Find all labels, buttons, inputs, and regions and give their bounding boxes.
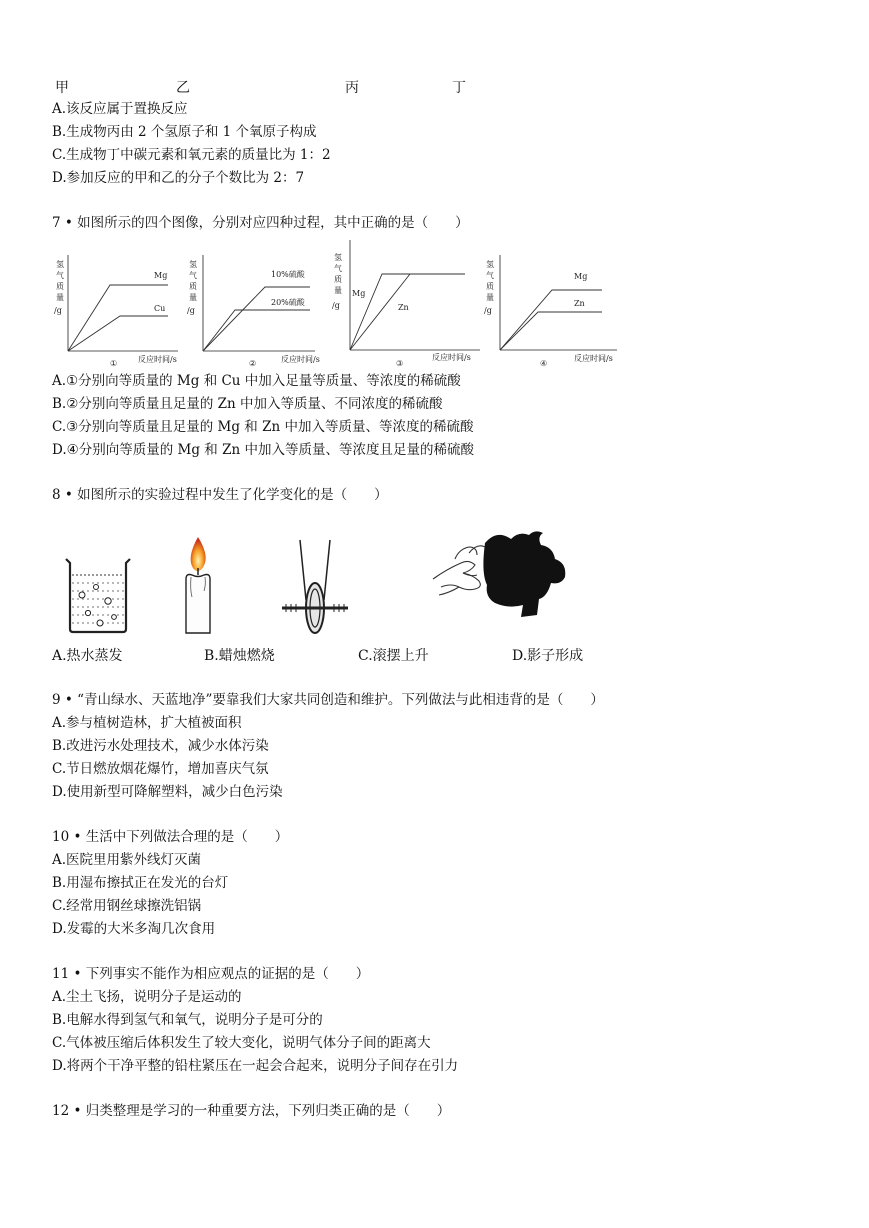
q10-option-c: C.经常用钢丝球擦洗铝锅 [52,898,202,914]
graph-4-xlabel: 反应时间/s [574,354,613,363]
q11-option-a: A.尘土飞扬，说明分子是运动的 [52,989,242,1005]
svg-text:气: 气 [334,264,342,273]
graph-3-mg-label: Mg [352,289,366,298]
q8-stem: 8 • 如图所示的实验过程中发生了化学变化的是（ ） [52,487,388,503]
graph-1 [50,255,180,370]
q7-option-d: D.④分别向等质量的 Mg 和 Zn 中加入等质量、等浓度且足量的稀硫酸 [52,442,474,458]
svg-text:量: 量 [56,293,64,302]
q9-option-d: D.使用新型可降解塑料，减少白色污染 [52,784,283,800]
pendulum-picture [278,538,353,640]
graph-3-number: ③ [396,359,404,368]
svg-text:氢: 氢 [56,260,64,269]
svg-text:质: 质 [334,275,342,284]
label-bing: 丙 [345,80,359,96]
svg-text:量: 量 [334,286,342,295]
graph-4-ylabel [484,259,494,315]
graph-4-mg-line [500,290,602,350]
graph-3-zn-line [350,274,410,350]
svg-text:气: 气 [189,271,197,280]
svg-text:质: 质 [189,282,197,291]
graph-3-zn-label: Zn [398,303,409,312]
beaker-picture [60,555,135,639]
graph-4-zn-line [500,312,602,350]
hand-shadow-picture [425,525,575,629]
graph-1-cu-line [68,316,168,351]
q7-option-a: A.①分别向等质量的 Mg 和 Cu 中加入足量等质量、等浓度的稀硫酸 [52,373,461,389]
svg-text:氢: 氢 [334,253,342,262]
graph-4-number: ④ [540,359,548,368]
q8-caption-d: D.影子形成 [512,648,584,664]
candle-picture [178,535,218,641]
q9-stem: 9 • “青山绿水、天蓝地净”要靠我们大家共同创造和维护。下列做法与此相违背的是（ ） [52,692,604,708]
graph-2-10pct-line [203,287,310,351]
graph-2-number: ② [249,359,257,368]
q12-stem: 12 • 归类整理是学习的一种重要方法，下列归类正确的是（ ） [52,1103,451,1119]
graph-2-20pct-label: 20%硫酸 [271,298,305,307]
q11-option-b: B.电解水得到氢气和氧气，说明分子是可分的 [52,1012,323,1028]
graph-1-ylabel [54,259,64,315]
q10-stem: 10 • 生活中下列做法合理的是（ ） [52,829,289,845]
graph-3-xlabel: 反应时间/s [432,353,471,362]
q11-stem: 11 • 下列事实不能作为相应观点的证据的是（ ） [52,966,370,982]
graph-2-ylabel [187,259,197,315]
q6-option-d: D.参加反应的甲和乙的分子个数比为 2：7 [52,170,305,186]
svg-text:量: 量 [189,293,197,302]
graph-2-20pct-line [203,310,310,351]
svg-text:量: 量 [486,293,494,302]
graph-4 [482,255,622,370]
graph-1-number: ① [110,359,118,368]
svg-text:质: 质 [486,282,494,291]
label-ding: 丁 [452,80,466,96]
svg-text:/g: /g [484,306,492,315]
q10-option-a: A.医院里用紫外线灯灭菌 [52,852,202,868]
q9-option-a: A.参与植树造林，扩大植被面积 [52,715,242,731]
q7-option-c: C.③分别向等质量且足量的 Mg 和 Zn 中加入等质量、等浓度的稀硫酸 [52,419,474,435]
q9-option-c: C.节日燃放烟花爆竹，增加喜庆气氛 [52,761,269,777]
q11-option-c: C.气体被压缩后体积发生了较大变化，说明气体分子间的距离大 [52,1035,431,1051]
q10-option-d: D.发霉的大米多淘几次食用 [52,921,216,937]
q8-caption-a: A.热水蒸发 [52,648,123,664]
q9-option-b: B.改进污水处理技术，减少水体污染 [52,738,269,754]
graph-4-zn-label: Zn [574,299,585,308]
q6-option-a: A.该反应属于置换反应 [52,101,188,117]
graph-4-mg-label: Mg [574,272,588,281]
graph-3-ylabel [332,252,342,310]
svg-text:气: 气 [486,271,494,280]
q6-option-c: C.生成物丁中碳元素和氧元素的质量比为 1：2 [52,147,331,163]
svg-text:氢: 氢 [189,260,197,269]
graph-1-xlabel: 反应时间/s [138,355,177,364]
q10-option-b: B.用湿布擦拭正在发光的台灯 [52,875,229,891]
graph-3 [330,238,490,368]
svg-text:/g: /g [187,306,195,315]
svg-text:/g: /g [54,306,62,315]
svg-text:气: 气 [56,271,64,280]
q6-option-b: B.生成物丙由 2 个氢原子和 1 个氧原子构成 [52,124,317,140]
label-jia: 甲 [55,80,69,96]
svg-text:质: 质 [56,282,64,291]
q7-option-b: B.②分别向等质量且足量的 Zn 中加入等质量、不同浓度的稀硫酸 [52,396,443,412]
label-yi: 乙 [176,80,190,96]
graph-1-mg-label: Mg [154,271,168,280]
graph-3-mg-line [350,274,465,350]
q7-stem: 7 • 如图所示的四个图像，分别对应四种过程，其中正确的是（ ） [52,215,469,231]
q8-caption-c: C.滚摆上升 [358,648,429,664]
graph-2 [185,255,320,370]
graph-1-cu-label: Cu [154,304,166,313]
svg-text:氢: 氢 [486,260,494,269]
graph-2-xlabel: 反应时间/s [281,355,320,364]
svg-text:/g: /g [332,301,340,310]
graph-2-10pct-label: 10%硫酸 [271,270,305,279]
q11-option-d: D.将两个干净平整的铅柱紧压在一起会合起来，说明分子间存在引力 [52,1058,459,1074]
q8-caption-b: B.蜡烛燃烧 [204,648,275,664]
